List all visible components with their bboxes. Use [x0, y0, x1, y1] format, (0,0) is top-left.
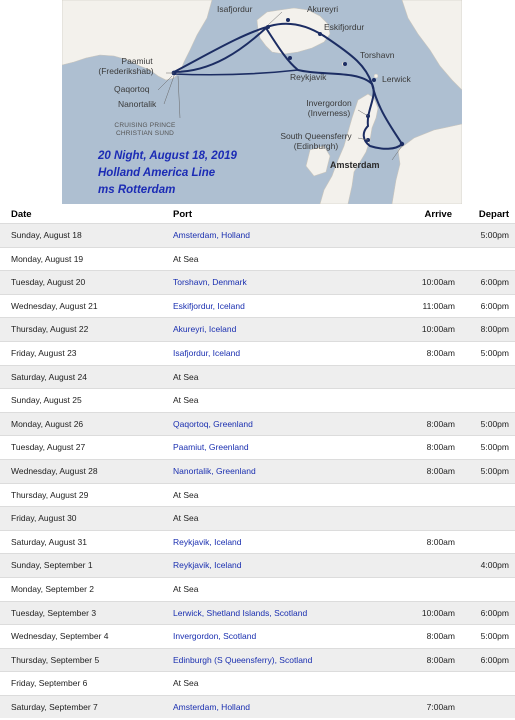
row-date: Thursday, September 5	[11, 654, 100, 665]
row-date: Wednesday, September 4	[11, 631, 109, 642]
table-row	[0, 506, 515, 530]
row-depart: 4:00pm	[480, 560, 509, 571]
row-port-link[interactable]: Qaqortoq, Greenland	[173, 418, 253, 429]
row-port-link[interactable]: Lerwick, Shetland Islands, Scotland	[173, 607, 308, 618]
map-label-eskifjordur: Eskifjordur	[324, 22, 365, 32]
table-row	[0, 365, 515, 389]
table-row	[0, 695, 515, 719]
row-date: Sunday, August 25	[11, 395, 82, 406]
table-row	[0, 341, 515, 365]
row-date: Thursday, August 29	[11, 489, 89, 500]
row-date: Saturday, August 31	[11, 536, 87, 547]
map-label-lerwick: Lerwick	[382, 74, 411, 84]
row-port: At Sea	[173, 513, 199, 524]
caption-duration-date: 20 Night, August 18, 2019	[98, 150, 237, 162]
row-port: At Sea	[173, 395, 199, 406]
map-label-edinburgh: (Edinburgh)	[293, 141, 339, 151]
table-row	[0, 624, 515, 648]
table-row	[0, 247, 515, 271]
row-port-link[interactable]: Amsterdam, Holland	[173, 230, 251, 240]
row-arrive: 11:00am	[422, 300, 455, 311]
row-arrive: 8:00am	[426, 631, 455, 642]
map-label-cruising-line2: CHRISTIAN SUND	[115, 130, 175, 137]
row-arrive: 8:00am	[426, 654, 455, 665]
row-date: Tuesday, August 27	[11, 442, 86, 453]
row-port-link[interactable]: Amsterdam, Holland	[173, 701, 251, 712]
map-label-reykjavik: Reykjavik	[290, 72, 327, 82]
row-date: Monday, September 2	[11, 583, 94, 594]
header-arrive: Arrive	[424, 209, 452, 220]
table-row	[0, 648, 515, 672]
row-date: Friday, August 30	[11, 513, 77, 524]
table-row	[0, 459, 515, 483]
row-depart: 5:00pm	[480, 347, 509, 358]
row-depart: 5:00pm	[480, 418, 509, 429]
scandinavia-landmass	[402, 0, 462, 90]
row-depart: 5:00pm	[480, 230, 509, 240]
row-depart: 6:00pm	[480, 654, 509, 665]
table-row	[0, 223, 515, 247]
caption-ship-name: ms Rotterdam	[98, 184, 176, 196]
row-date: Wednesday, August 28	[11, 465, 98, 476]
row-date: Saturday, September 7	[11, 701, 98, 712]
map-label-invergordon: Invergordon	[306, 98, 352, 108]
row-port: At Sea	[173, 371, 199, 382]
table-row	[0, 553, 515, 577]
row-port-link[interactable]: Akureyri, Iceland	[173, 324, 237, 335]
row-date: Sunday, September 1	[11, 560, 93, 571]
row-port-link[interactable]: Nanortalik, Greenland	[173, 465, 256, 476]
row-port-link[interactable]: Paamiut, Greenland	[173, 442, 249, 453]
row-depart: 6:00pm	[480, 277, 509, 288]
map-label-akureyri: Akureyri	[307, 4, 339, 14]
row-arrive: 8:00am	[426, 442, 455, 453]
table-row	[0, 388, 515, 412]
map-label-cruising-line1: CRUISING PRINCE	[114, 122, 176, 129]
itinerary-header-row	[0, 205, 515, 223]
table-row	[0, 317, 515, 341]
map-label-paamiut: Paamiut	[121, 56, 153, 66]
itinerary-table	[0, 205, 515, 718]
row-port: At Sea	[173, 583, 199, 594]
table-row	[0, 671, 515, 695]
map-label-isafjordur: Isafjordur	[217, 4, 253, 14]
row-depart: 6:00pm	[480, 607, 509, 618]
map-label-inverness: (Inverness)	[307, 108, 351, 118]
table-row	[0, 577, 515, 601]
row-port-link[interactable]: Torshavn, Denmark	[173, 277, 247, 288]
row-date: Wednesday, August 21	[11, 300, 98, 311]
row-port-link[interactable]: Eskifjordur, Iceland	[173, 300, 245, 311]
row-depart: 8:00pm	[480, 324, 509, 335]
shetland-islands	[374, 74, 378, 78]
row-arrive: 7:00am	[426, 701, 455, 712]
europe-landmass	[392, 124, 462, 204]
table-row	[0, 270, 515, 294]
row-port-link[interactable]: Edinburgh (S Queensferry), Scotland	[173, 654, 313, 665]
row-port: At Sea	[173, 253, 199, 264]
row-arrive: 8:00am	[426, 347, 455, 358]
row-date: Thursday, August 22	[11, 324, 89, 335]
row-depart: 5:00pm	[480, 631, 509, 642]
row-port-link[interactable]: Isafjordur, Iceland	[173, 347, 241, 358]
row-arrive: 10:00am	[421, 277, 455, 288]
table-row	[0, 601, 515, 625]
map-label-torshavn: Torshavn	[360, 50, 395, 60]
row-port: At Sea	[173, 489, 199, 500]
table-row	[0, 483, 515, 507]
row-arrive: 8:00am	[426, 536, 455, 547]
row-date: Friday, August 23	[11, 347, 77, 358]
caption-cruise-line: Holland America Line	[98, 167, 216, 179]
map-label-south-queensferry: South Queensferry	[280, 131, 352, 141]
row-port-link[interactable]: Reykjavik, Iceland	[173, 536, 242, 547]
row-date: Monday, August 19	[11, 253, 84, 264]
row-date: Friday, September 6	[11, 678, 88, 689]
row-arrive: 8:00am	[426, 418, 455, 429]
table-row	[0, 435, 515, 459]
row-arrive: 10:00am	[421, 607, 455, 618]
row-date: Tuesday, August 20	[11, 277, 86, 288]
map-label-frederikshab: (Frederikshab)	[98, 66, 154, 76]
map-label-qaqortoq: Qaqortoq	[114, 84, 150, 94]
table-row	[0, 294, 515, 318]
row-depart: 6:00pm	[480, 300, 509, 311]
table-row	[0, 530, 515, 554]
row-date: Monday, August 26	[11, 418, 84, 429]
row-port: At Sea	[173, 678, 199, 689]
row-port-link[interactable]: Reykjavik, Iceland	[173, 560, 242, 571]
map-label-nanortalik: Nanortalik	[118, 99, 157, 109]
row-depart: 5:00pm	[480, 465, 509, 476]
row-port-link[interactable]: Invergordon, Scotland	[173, 631, 257, 642]
row-date: Saturday, August 24	[11, 371, 87, 382]
row-date: Sunday, August 18	[11, 230, 82, 240]
row-date: Tuesday, September 3	[11, 607, 97, 618]
map-label-amsterdam: Amsterdam	[330, 160, 380, 170]
row-depart: 5:00pm	[480, 442, 509, 453]
table-row	[0, 412, 515, 436]
itinerary-rows	[0, 223, 515, 718]
row-arrive: 10:00am	[421, 324, 455, 335]
header-date: Date	[11, 209, 32, 220]
row-arrive: 8:00am	[426, 465, 455, 476]
header-port: Port	[173, 209, 192, 220]
header-depart: Depart	[478, 209, 509, 220]
